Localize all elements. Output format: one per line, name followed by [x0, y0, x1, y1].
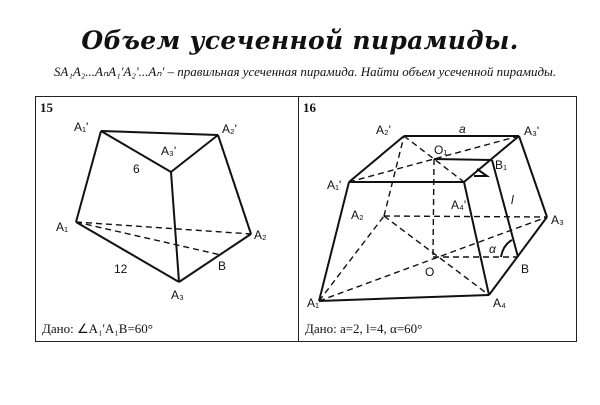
lateral-edge-2: [218, 135, 251, 234]
lateral-edge-2-hidden: [384, 136, 404, 216]
label-O1: O₁: [434, 143, 448, 157]
lateral-edge-3: [519, 136, 547, 217]
lateral-edge-1: [76, 131, 101, 222]
label-a: a: [459, 122, 466, 136]
label-A2: A₂: [254, 228, 267, 242]
problem-statement: SA₁A₂...AₙA₁'A₂'...Aₙ' – правильная усеченная пирамида. Найти объем усеченной пирамиды.: [53, 64, 557, 79]
label-l: l: [511, 193, 514, 207]
label-A1p: A₁': [327, 178, 342, 192]
label-A2p: A₂': [222, 122, 237, 136]
edge-bottom-front: [76, 222, 179, 282]
label-A4: A₄: [493, 296, 506, 310]
lateral-edge-1: [319, 182, 349, 301]
problem-number: 16: [303, 100, 316, 115]
top-edge-left: [349, 136, 404, 182]
label-A1p: A₁': [74, 120, 89, 134]
problem-15-panel: [36, 97, 299, 341]
problem-number: 15: [40, 100, 53, 115]
edge-bottom-hidden: [76, 222, 251, 234]
truncated-pyramid-figure-15: [36, 97, 298, 341]
truncated-pyramid-figure-16: [299, 97, 576, 341]
label-A3: A₃: [551, 213, 564, 227]
given-conditions: Дано: ∠A₁'A₁B=60°: [42, 321, 153, 336]
lateral-edge-3: [171, 172, 179, 282]
label-length-12: 12: [114, 262, 128, 276]
problems-table: [35, 96, 577, 342]
label-alpha: α: [489, 242, 496, 256]
label-A2p: A₂': [376, 123, 391, 137]
page-title: Объем усеченной пирамиды.: [81, 26, 519, 55]
edge-top-right: [171, 135, 218, 172]
label-B1: B₁: [495, 158, 508, 172]
edge-bottom-right: [179, 234, 251, 282]
angle-alpha-arc: [501, 240, 512, 257]
edge-top-back: [101, 131, 218, 135]
label-O: O: [425, 265, 435, 279]
label-A2: A₂: [351, 208, 364, 222]
label-A1: A₁: [56, 220, 69, 234]
bottom-edge-hidden-back: [384, 216, 547, 217]
label-B: B: [218, 259, 227, 273]
segment-O1-B1: [434, 159, 492, 160]
label-length-6: 6: [133, 162, 140, 176]
label-A3p: A₃': [161, 144, 177, 158]
bottom-edge-front: [319, 295, 489, 301]
label-B: B: [521, 262, 530, 276]
problem-16-panel: [299, 97, 576, 341]
label-A3p: A₃': [524, 124, 540, 138]
label-A4p: A₄': [451, 198, 467, 212]
apothem-l: [492, 160, 518, 257]
lateral-edge-4: [464, 182, 489, 295]
label-A1: A₁: [307, 296, 320, 310]
label-A3: A₃: [171, 288, 184, 302]
height-O-O1: [433, 159, 434, 257]
given-conditions: Дано: a=2, l=4, α=60°: [305, 321, 423, 336]
